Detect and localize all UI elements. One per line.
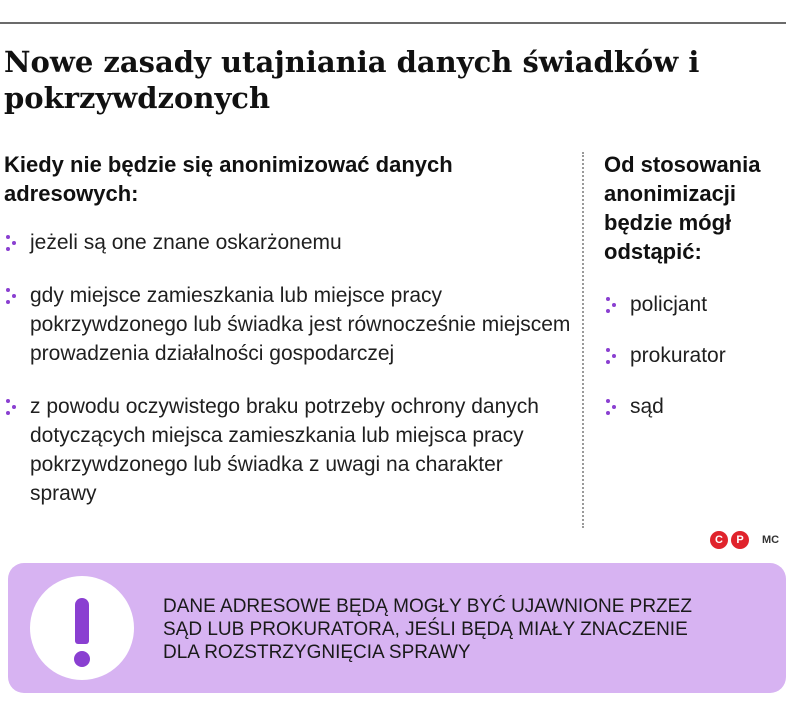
bullet-icon (606, 297, 620, 313)
left-list (4, 228, 574, 508)
publisher-icon: P (731, 531, 749, 549)
list-item (4, 228, 574, 257)
exclamation-icon (30, 576, 134, 680)
copyright-icon: C (710, 531, 728, 549)
top-rule (0, 22, 786, 24)
list-item (4, 281, 574, 368)
right-heading: Od stosowania anonimizacji będzie mógł odstąpić: (604, 152, 761, 264)
list-item-text: z powodu oczywistego braku potrzeby ochrony danych dotyczących miejsca zamieszkania lub miejsca pracy pokrzywdzonego lub świadka z uwagi na charakter sprawy (30, 395, 539, 505)
page-title: Nowe zasady utajniania danych świadków i pokrzywdzonych (4, 45, 700, 115)
left-heading: Kiedy nie będzie się anonimizować danych adresowych: (4, 152, 453, 206)
list-item (604, 341, 794, 370)
right-column (604, 150, 794, 443)
left-column (4, 150, 574, 532)
credit (710, 529, 779, 551)
author-initials: MC (762, 534, 780, 546)
bullet-icon (6, 288, 20, 304)
bullet-icon (6, 399, 20, 415)
list-item (604, 290, 794, 319)
list-item-text: sąd (630, 395, 664, 418)
list-item-text: policjant (630, 293, 708, 316)
list-item-text: prokurator (630, 344, 726, 367)
column-divider (582, 152, 584, 528)
list-item-text: jeżeli są one znane oskarżonemu (30, 231, 342, 254)
list-item (4, 392, 574, 508)
right-list (604, 290, 794, 421)
bullet-icon (6, 235, 20, 251)
callout-box (8, 563, 786, 693)
bullet-icon (606, 399, 620, 415)
list-item (604, 392, 794, 421)
list-item-text: gdy miejsce zamieszkania lub miejsce pracy pokrzywdzonego lub świadka jest równocześnie miejscem prowadzenia działalności gospodarczej (30, 284, 571, 365)
bullet-icon (606, 348, 620, 364)
callout-text: DANE ADRESOWE BĘDĄ MOGŁY BYĆ UJAWNIONE PRZEZ SĄD LUB PROKURATORA, JEŚLI BĘDĄ MIAŁY ZNACZENIE DLA ROZSTRZYGNIĘCIA SPRAWY (163, 596, 692, 663)
